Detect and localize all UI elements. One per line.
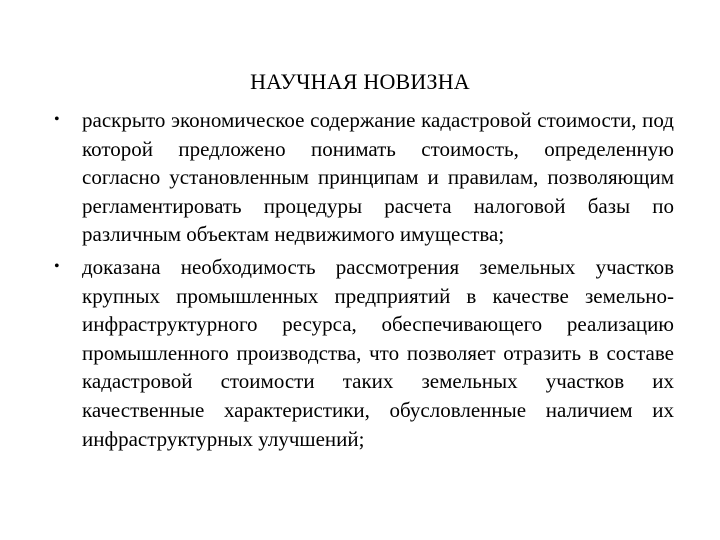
bullet-text-2: доказана необходимость рассмотрения земельных участков крупных промышленных предприятий в качестве земельно-инфраструктурного ресурса, обеспечивающего реализацию промышленного производства, что позволяет отразить в составе кадастровой стоимости таких земельных участков их качественные характеристики, обусловленные наличием их инфраструктурных улучшений;	[82, 254, 674, 451]
bullet-item-2	[48, 253, 674, 453]
bullet-marker: •	[54, 111, 60, 128]
bullet-marker: •	[54, 257, 60, 275]
bullet-item-1	[48, 106, 674, 249]
slide-title: НАУЧНАЯ НОВИЗНА	[250, 69, 470, 94]
bullet-text-1: раскрыто экономическое содержание кадастровой стоимости, под которой предложено понимать стоимость, определенную согласно установленным принципам и правилам, позволяющим регламентировать процедуры расчета налоговой базы по различным объектам недвижимого имущества;	[82, 108, 674, 247]
bullet-list	[48, 106, 674, 457]
